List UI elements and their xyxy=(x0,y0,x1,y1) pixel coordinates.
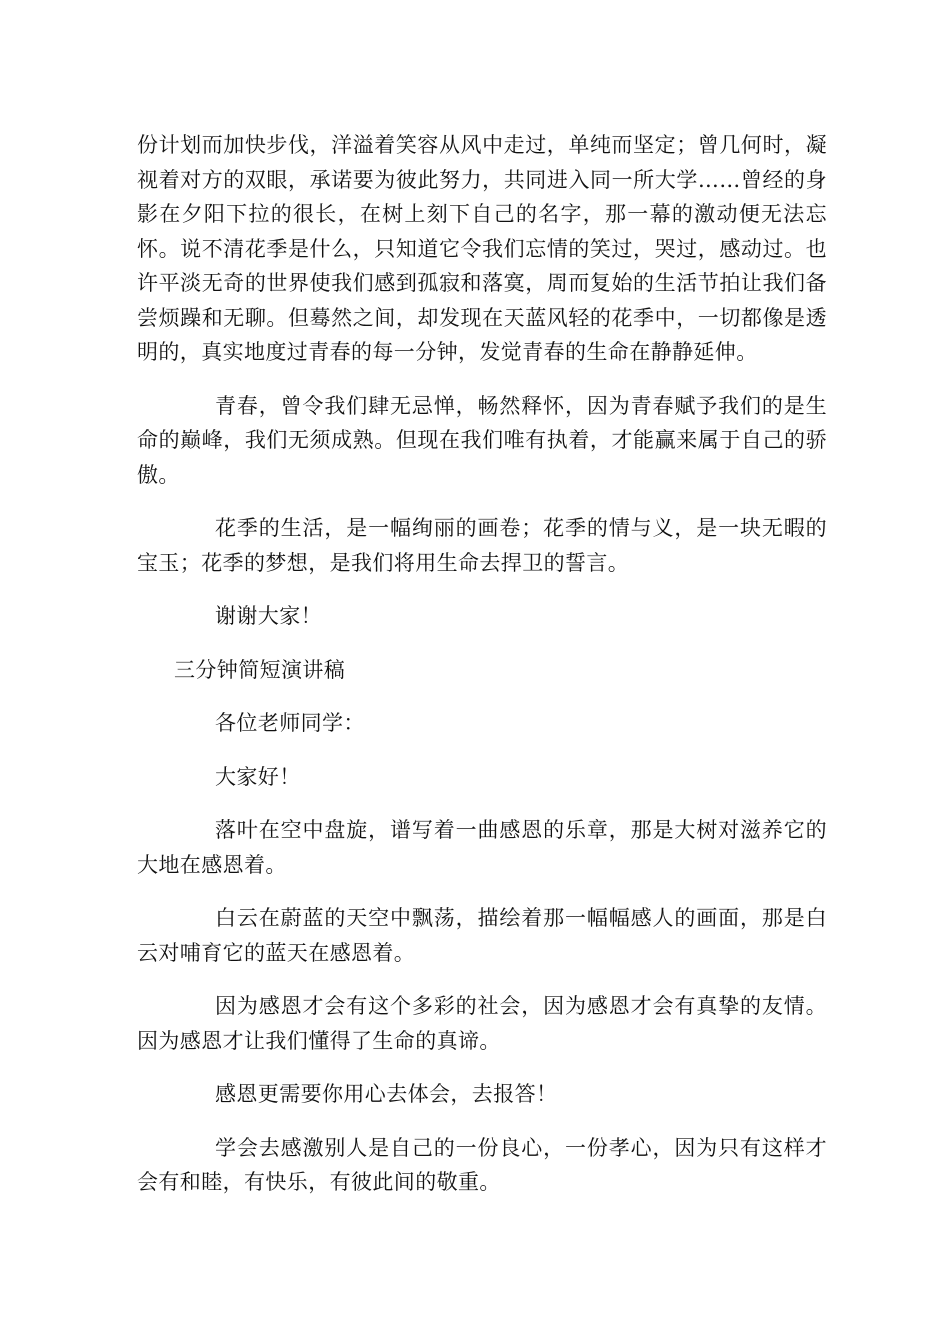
paragraph-thank-others: 学会去感激别人是自己的一份良心，一份孝心，因为只有这样才会有和睦，有快乐，有彼此间的敬重。 xyxy=(137,1135,827,1194)
paragraph-salutation: 各位老师同学： xyxy=(215,711,365,735)
paragraph-thanks: 谢谢大家！ xyxy=(215,604,322,628)
paragraph-gratitude-heart: 感恩更需要你用心去体会，去报答！ xyxy=(215,1082,558,1106)
paragraph-greeting: 大家好！ xyxy=(215,764,301,789)
paragraph-continuation: 份计划而加快步伐，洋溢着笑容从风中走过，单纯而坚定；曾几何时，凝视着对方的双眼，承诺要为彼此努力，共同进入同一所大学……曾经的身影在夕阳下拉的很长，在树上刻下自己的名字，那一幕的激动便无法忘怀。说不清花季是什么，只知道它令我们忘情的笑过，哭过，感动过。也许平淡无奇的世界使我们感到孤寂和落寞，周而复始的生活节拍让我们备尝烦躁和无聊。但蓦然之间，却发现在天蓝风轻的花季中，一切都像是透明的，真实地度过青春的每一分钟，发觉青春的生命在静静延伸。 xyxy=(137,133,827,364)
document-body xyxy=(137,128,827,1219)
section-title: 三分钟简短演讲稿 xyxy=(174,657,346,682)
paragraph-flower-season: 花季的生活，是一幅绚丽的画卷；花季的情与义，是一块无暇的宝玉；花季的梦想，是我们将用生命去捍卫的誓言。 xyxy=(137,516,827,575)
paragraph-youth: 青春，曾令我们肆无忌惮，畅然释怀，因为青春赋予我们的是生命的巅峰，我们无须成熟。但现在我们唯有执着，才能赢来属于自己的骄傲。 xyxy=(137,393,827,487)
paragraph-gratitude-society: 因为感恩才会有这个多彩的社会，因为感恩才会有真挚的友情。因为感恩才让我们懂得了生命的真谛。 xyxy=(137,994,827,1053)
paragraph-white-clouds: 白云在蔚蓝的天空中飘荡，描绘着那一幅幅感人的画面，那是白云对哺育它的蓝天在感恩着。 xyxy=(137,906,827,965)
paragraph-falling-leaves: 落叶在空中盘旋，谱写着一曲感恩的乐章，那是大树对滋养它的大地在感恩着。 xyxy=(137,818,827,877)
